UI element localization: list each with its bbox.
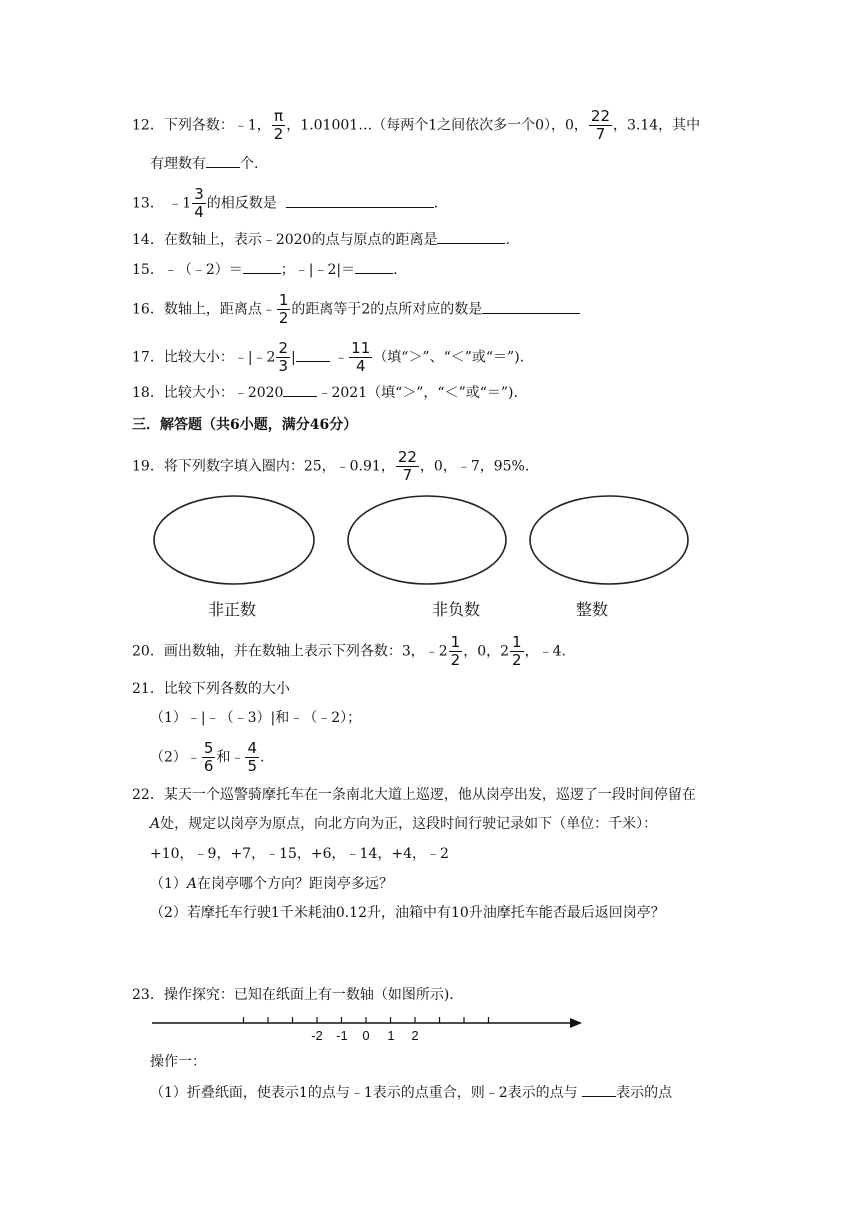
circle-label-non-negative: 非负数 [432,600,481,619]
question-18: 18．比较大小：﹣2020 ﹣2021（填“＞”，“＜”或“＝”). [132,382,518,403]
1-over-2-fraction: $\frac{1}{2}$ [278,291,289,327]
question-15: 15．﹣（﹣2）＝ ；﹣|﹣2|＝ . [132,259,398,280]
question-number: 17． [132,349,164,366]
question-23: 23．操作探究：已知在纸面上有一数轴（如图所示). [132,987,454,1003]
question-number: 19． [132,458,164,475]
question-number: 23． [132,987,164,1003]
question-number: 14． [132,232,164,248]
axis-label: -2 [311,1028,323,1043]
question-12-line2: 有理数有 个. [150,153,258,174]
question-23-part1: （1）折叠纸面，使表示1的点与﹣1表示的点重合，则﹣2表示的点与 表示的点 [150,1082,672,1103]
axis-label: 1 [387,1028,395,1043]
question-20: 20．画出数轴，并在数轴上表示下列各数：3，﹣2 $\frac{1}{2}$ ，0，2 $\frac{1}{2}$ ，﹣4. [132,633,566,669]
question-number: 16． [132,301,164,318]
question-22-part2: （2）若摩托车行驶1千米耗油0.12升，油箱中有10升油摩托车能否最后返回岗亭？ [150,905,665,921]
non-positive-circle[interactable] [154,496,314,584]
question-22-records: +10，﹣9，+7，﹣15，+6，﹣14，+4，﹣2 [150,846,449,862]
answer-blank[interactable] [582,1082,616,1097]
2-over-3-fraction: $\frac{2}{3}$ [278,339,288,375]
axis-label: -1 [336,1028,348,1043]
question-21-part2: （2）﹣ $\frac{5}{6}$ 和﹣ $\frac{4}{5}$ . [150,739,265,775]
4-over-5-fraction: $\frac{4}{5}$ [247,739,258,775]
question-21-title: 21．比较下列各数的大小 [132,681,290,697]
question-number: 15． [132,262,164,278]
axis-label: 2 [411,1028,419,1043]
question-number: 20． [132,643,164,660]
integer-circle[interactable] [530,496,688,584]
question-14: 14．在数轴上，表示﹣2020的点与原点的距离是 . [132,229,510,250]
question-number: 12． [132,117,164,134]
question-17: 17．比较大小：﹣|﹣2 $\frac{2}{3}$ | ﹣ $\frac{11}{4}$ （填“＞”、“＜”或“＝”). [132,339,525,375]
question-number: 22． [132,787,164,803]
arrow-icon [570,1018,582,1028]
question-number: 21． [132,681,164,697]
question-number: 18． [132,385,164,401]
non-negative-circle[interactable] [348,496,506,584]
question-16: 16．数轴上，距离点﹣ $\frac{1}{2}$ 的距离等于2的点所对应的数是 [132,292,580,327]
question-22-part1: （1）A在岗亭哪个方向？距岗亭多远？ [150,876,394,892]
circle-label-integer: 整数 [576,600,609,619]
number-line-ticks [244,1017,489,1023]
axis-label: 0 [362,1028,370,1043]
question-22-line2: A处，规定以岗亭为原点，向北方向为正，这段时间行驶记录如下（单位：千米）： [150,816,658,832]
axis-tick-labels [311,1028,418,1043]
pi-over-2-fraction: $\frac{\pi}{2}$ [273,107,284,143]
3-over-4-fraction: $\frac{3}{4}$ [194,185,204,221]
11-over-4-fraction: $\frac{11}{4}$ [351,339,371,375]
number-line-figure [0,1005,860,1045]
1-over-2-fraction: $\frac{1}{2}$ [512,633,522,669]
question-number: 13． [132,195,164,212]
section-3-title: 三．解答题（共6小题，满分46分） [132,417,358,433]
operation-one-title: 操作一： [150,1054,206,1070]
question-13: 13． ﹣1 $\frac{3}{4}$ 的相反数是 . [132,185,439,221]
22-over-7-fraction: $\frac{22}{7}$ [590,107,611,143]
question-21-part1: （1）﹣|﹣（﹣3）|和﹣（﹣2）； [150,710,362,726]
circle-label-non-positive: 非正数 [208,600,257,619]
1-over-2-fraction: $\frac{1}{2}$ [450,633,461,669]
5-over-6-fraction: $\frac{5}{6}$ [203,739,214,775]
question-12-line1: 12．下列各数：﹣1， $\frac{\pi}{2}$ ，1.01001…（每两个1之间依次多一个0），0， $\frac{22}{7}$ ，3.14，其中 [132,107,701,143]
22-over-7-fraction: $\frac{22}{7}$ [397,448,417,484]
question-22-line1: 22．某天一个巡警骑摩托车在一条南北大道上巡逻，他从岗亭出发，巡逻了一段时间停留在 [132,787,696,803]
question-19: 19．将下列数字填入圈内：25，﹣0.91， $\frac{22}{7}$ ，0，﹣7，95%. [132,448,530,484]
